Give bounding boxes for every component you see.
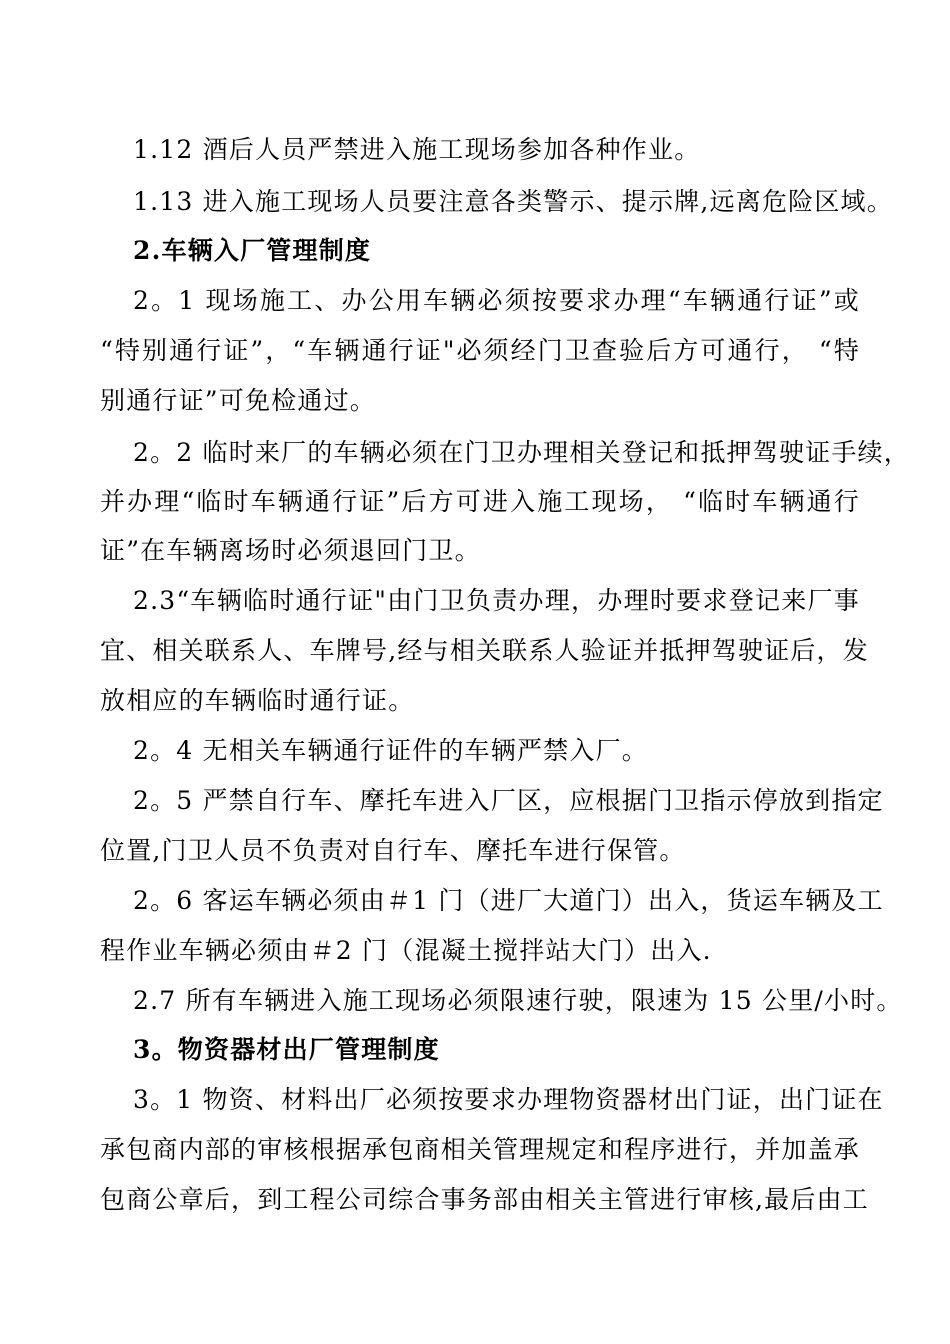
paragraph-2-1-line-2: “特别通行证”，“车辆通行证"必须经门卫查验后方可通行， “特 xyxy=(100,336,860,365)
paragraph-2-5-line-2: 位置,门卫人员不负责对自行车、摩托车进行保管。 xyxy=(100,836,686,865)
paragraph-1-13: 1.13 进入施工现场人员要注意各类警示、提示牌,远离危险区域。 xyxy=(133,187,893,216)
paragraph-2-3-line-1: 2.3“车辆临时通行证"由门卫负责办理，办理时要求登记来厂事 xyxy=(133,586,860,615)
paragraph-2-2-line-3: 证”在车辆离场时必须退回门卫。 xyxy=(100,536,481,565)
paragraph-2-4: 2。4 无相关车辆通行证件的车辆严禁入厂。 xyxy=(133,736,648,765)
paragraph-2-2-line-2: 并办理“临时车辆通行证”后方可进入施工现场， “临时车辆通行 xyxy=(100,487,860,516)
paragraph-2-1-line-1: 2。1 现场施工、办公用车辆必须按要求办理“车辆通行证”或 xyxy=(133,286,860,315)
paragraph-2-6-line-2: 程作业车辆必须由＃2 门（混凝土搅拌站大门）出入. xyxy=(100,936,712,965)
paragraph-3-1-line-2: 承包商内部的审核根据承包商相关管理规定和程序进行，并加盖承 xyxy=(100,1135,860,1164)
paragraph-2-3-line-2: 宜、相关联系人、车牌号,经与相关联系人验证并抵押驾驶证后，发 xyxy=(100,636,869,665)
paragraph-3-1-line-3: 包商公章后，到工程公司综合事务部由相关主管进行审核,最后由工 xyxy=(100,1185,869,1214)
paragraph-2-5-line-1: 2。5 严禁自行车、摩托车进入厂区，应根据门卫指示停放到指定 xyxy=(133,786,884,815)
paragraph-1-12: 1.12 酒后人员严禁进入施工现场参加各种作业。 xyxy=(133,135,701,164)
section-2-heading: 2.车辆入厂管理制度 xyxy=(133,236,372,265)
paragraph-2-3-line-3: 放相应的车辆临时通行证。 xyxy=(100,686,415,715)
paragraph-2-7: 2.7 所有车辆进入施工现场必须限速行驶，限速为 15 公里/小时。 xyxy=(133,986,903,1015)
paragraph-3-1-line-1: 3。1 物资、材料出厂必须按要求办理物资器材出门证，出门证在 xyxy=(133,1085,884,1114)
paragraph-2-1-line-3: 别通行证”可免检通过。 xyxy=(100,386,376,415)
paragraph-2-2-line-1: 2。2 临时来厂的车辆必须在门卫办理相关登记和抵押驾驶证手续， xyxy=(133,438,910,467)
paragraph-2-6-line-1: 2。6 客运车辆必须由＃1 门（进厂大道门）出入，货运车辆及工 xyxy=(133,886,884,915)
section-3-heading: 3。物资器材出厂管理制度 xyxy=(133,1035,440,1064)
